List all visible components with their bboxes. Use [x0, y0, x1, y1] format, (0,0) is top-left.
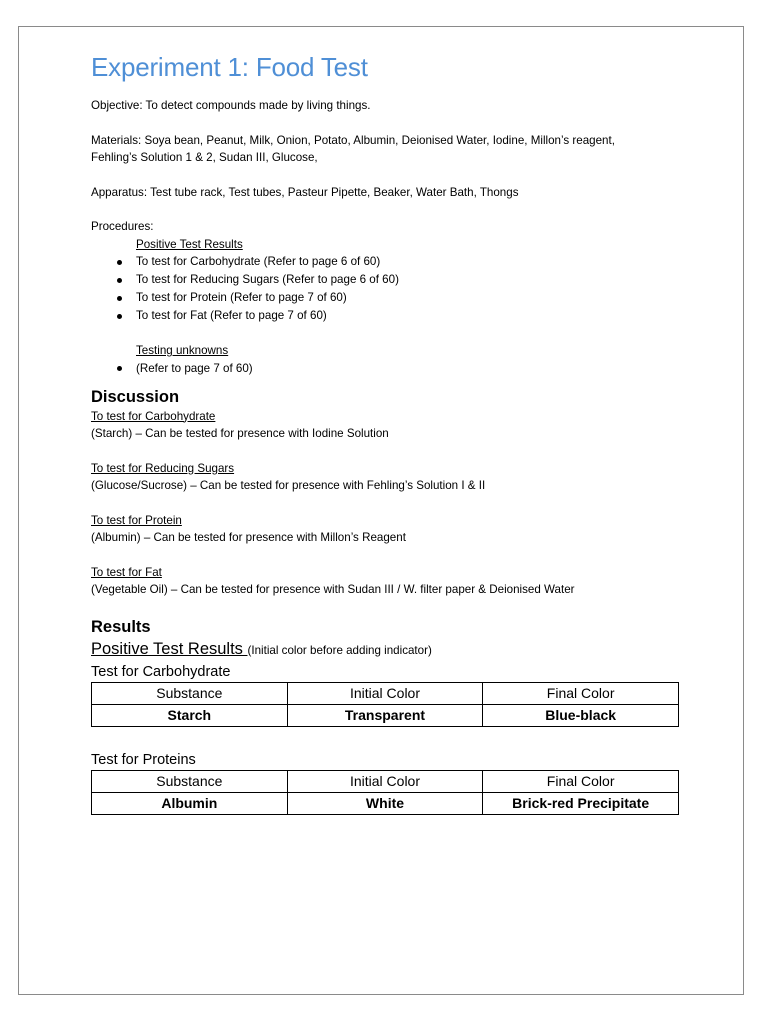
materials-text-line1: Materials: Soya bean, Peanut, Milk, Onion, Potato, Albumin, Deionised Water, Iodine, Millon’s reagent, — [91, 133, 615, 147]
document-page — [18, 26, 744, 995]
procedure-list — [91, 253, 711, 325]
discussion-sugar-title: To test for Reducing Sugars — [91, 461, 235, 475]
procedures-heading: Procedures: — [91, 220, 154, 233]
apparatus-text: Apparatus: Test tube rack, Test tubes, Pasteur Pipette, Beaker, Water Bath, Thongs — [91, 185, 519, 199]
table-cell: White — [287, 792, 483, 814]
results-heading: Results — [91, 617, 151, 636]
list-item: To test for Carbohydrate (Refer to page 6 of 60) — [91, 253, 711, 271]
document-title: Experiment 1: Food Test — [91, 52, 368, 82]
discussion-fat-title: To test for Fat — [91, 565, 162, 579]
discussion-protein-title: To test for Protein — [91, 513, 182, 527]
list-item: (Refer to page 7 of 60) — [91, 360, 711, 378]
table-header-cell: Substance — [92, 682, 288, 704]
table-cell: Albumin — [92, 792, 288, 814]
discussion-carb-title: To test for Carbohydrate — [91, 409, 216, 423]
protein-table-heading: Test for Proteins — [91, 751, 196, 768]
positive-results-note: (Initial color before adding indicator) — [247, 643, 432, 657]
positive-test-results-subheading: Positive Test Results — [136, 237, 243, 251]
carbohydrate-results-table — [91, 682, 679, 727]
discussion-sugar-text: (Glucose/Sucrose) – Can be tested for presence with Fehling’s Solution I & II — [91, 479, 486, 492]
objective-text: Objective: To detect compounds made by living things. — [91, 99, 371, 112]
list-item: To test for Reducing Sugars (Refer to page 6 of 60) — [91, 271, 711, 289]
protein-results-table — [91, 770, 679, 815]
list-item: To test for Protein (Refer to page 7 of 60) — [91, 289, 711, 307]
table-cell: Blue-black — [483, 704, 679, 726]
discussion-protein-text: (Albumin) – Can be tested for presence with Millon’s Reagent — [91, 531, 406, 544]
table-row — [92, 792, 679, 814]
materials-text-line2: Fehling’s Solution 1 & 2, Sudan III, Glucose, — [91, 151, 318, 164]
table-cell: Brick-red Precipitate — [483, 792, 679, 814]
unknowns-list — [91, 360, 711, 378]
table-header-cell: Substance — [92, 770, 288, 792]
table-cell: Starch — [92, 704, 288, 726]
table-header-cell: Final Color — [483, 770, 679, 792]
discussion-heading: Discussion — [91, 387, 180, 406]
discussion-fat-text: (Vegetable Oil) – Can be tested for presence with Sudan III / W. filter paper & Deionised Water — [91, 583, 575, 596]
table-cell: Transparent — [287, 704, 483, 726]
testing-unknowns-subheading: Testing unknowns — [136, 344, 229, 357]
table-header-row — [92, 682, 679, 704]
table-header-cell: Final Color — [483, 682, 679, 704]
table-row — [92, 704, 679, 726]
list-item: To test for Fat (Refer to page 7 of 60) — [91, 307, 711, 325]
table-header-cell: Initial Color — [287, 770, 483, 792]
document-content — [91, 51, 711, 815]
table-header-row — [92, 770, 679, 792]
carb-table-heading: Test for Carbohydrate — [91, 663, 231, 680]
positive-results-label: Positive Test Results — [91, 639, 248, 658]
positive-results-heading — [91, 638, 711, 662]
table-header-cell: Initial Color — [287, 682, 483, 704]
discussion-carb-text: (Starch) – Can be tested for presence with Iodine Solution — [91, 427, 389, 440]
